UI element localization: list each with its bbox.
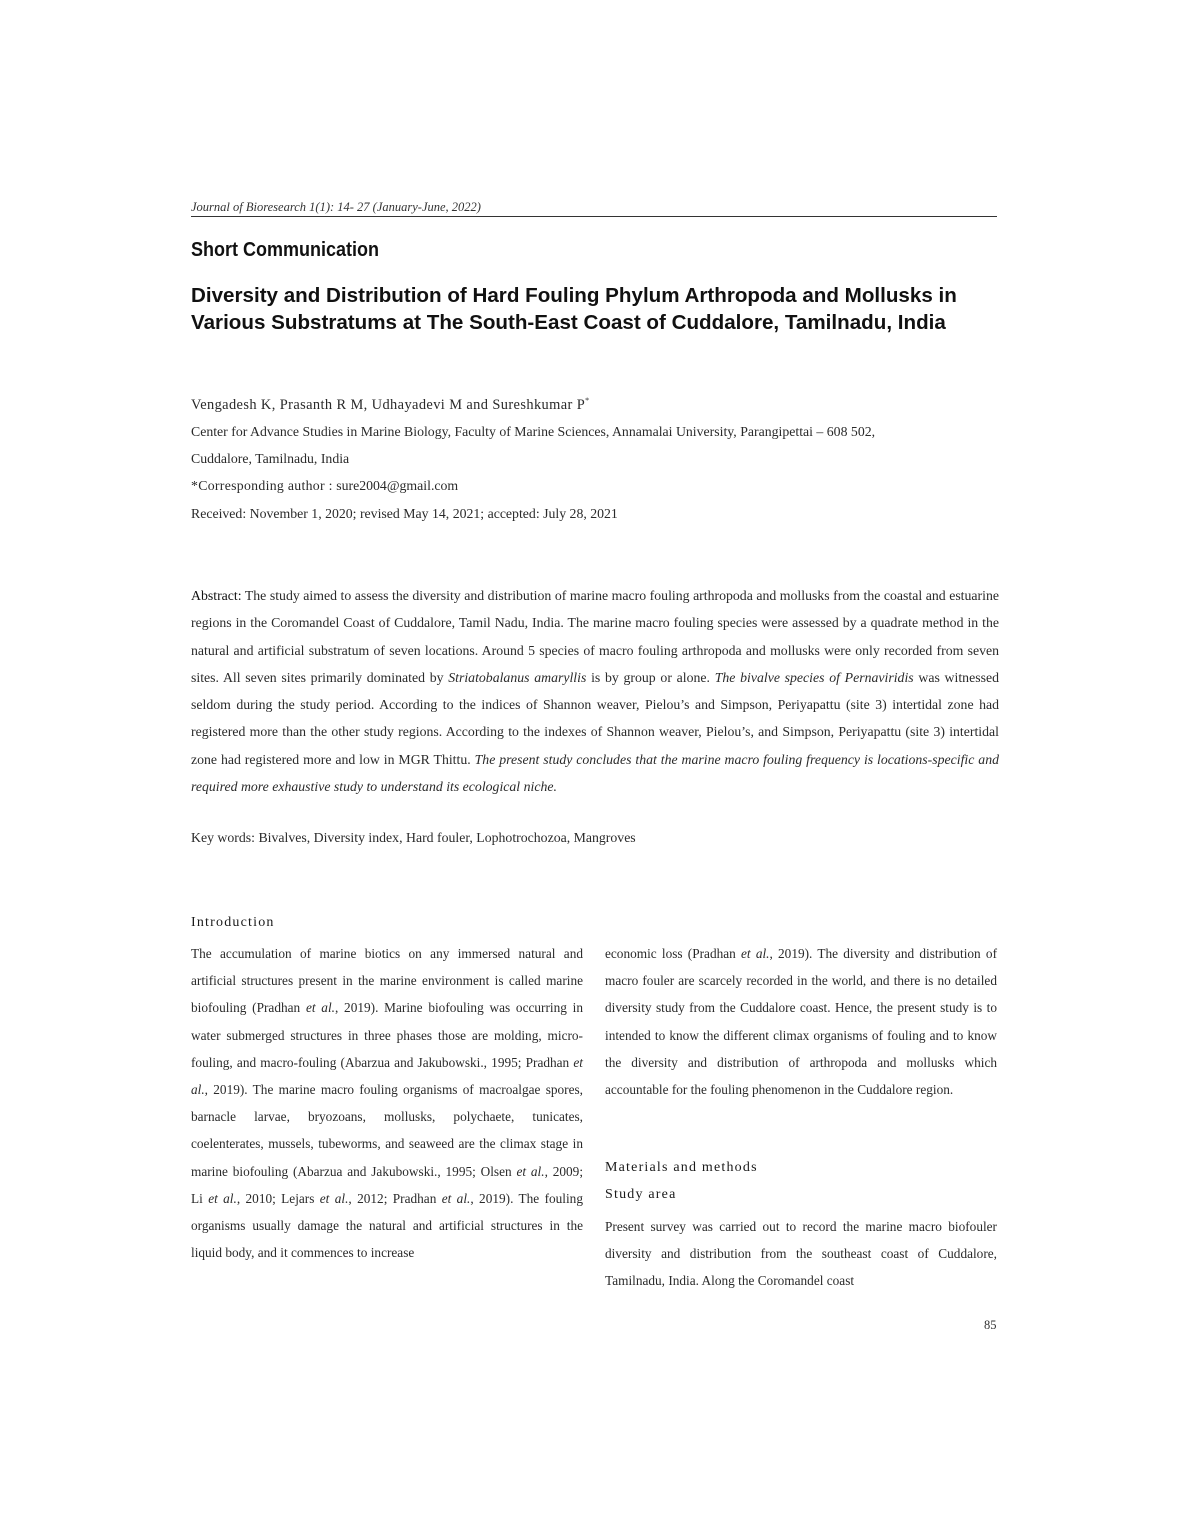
citation-etal: et al. [319, 1190, 349, 1206]
citation-etal: et al. [208, 1190, 237, 1206]
abstract-text: is by group or alone. [586, 669, 715, 685]
received-dates: Received: November 1, 2020; revised May 14, 2021; accepted: July 28, 2021 [191, 506, 618, 521]
study-area-text: Present survey was carried out to record the marine macro biofouler diversity and distribution from the southeast coast of Cuddalore, Tamilnadu, India. Along the Coromandel coast [605, 1219, 997, 1289]
keywords [191, 830, 636, 846]
body-text: , 2009; Li [191, 1163, 584, 1206]
keywords-text: Bivalves, Diversity index, Hard fouler, Lophotrochozoa, Mangroves [255, 830, 636, 845]
abstract-text: The study aimed to assess the diversity and distribution of marine macro fouling [241, 588, 694, 603]
section-type: Short Communication [191, 239, 380, 261]
body-text: , 2012; Pradhan [348, 1190, 442, 1206]
body-text: , 2019). The marine macro fouling organisms of macroalgae spores, barnacle larvae, bryozoans, mollusks, polychaete, tunicates, coelenterates, mussels, tubeworms, and seaweed are the climax stage in marine biofouling (Abarzua and Jakubowski., 1995; Olsen [191, 1082, 583, 1179]
citation-etal: et al. [741, 946, 770, 961]
page-number: 85 [984, 1318, 997, 1332]
introduction-right-column [605, 940, 997, 1103]
citation-etal: et al. [441, 1190, 471, 1206]
corresponding-label: *Corresponding author : [191, 478, 333, 493]
abstract-label: Abstract: [191, 588, 242, 603]
introduction-heading: Introduction [191, 915, 275, 930]
corresponding-email: sure2004@gmail.com [336, 478, 459, 493]
keywords-label: Key words: [191, 830, 255, 845]
abstract [191, 582, 999, 800]
author-names: Vengadesh K, Prasanth R M, Udhayadevi M and Sureshkumar P [191, 396, 586, 413]
header-rule [191, 216, 997, 217]
affiliation-line-1: Center for Advance Studies in Marine Biology, Faculty of Marine Sciences, Annamalai University, Parangipettai – 608 502, [191, 424, 876, 439]
corresponding-author [191, 478, 458, 494]
abstract-species: Striatobalanus amaryllis [448, 669, 587, 685]
journal-citation: Journal of Bioresearch 1(1): 14- 27 (January-June, 2022) [191, 200, 481, 214]
body-text: , 2010; Lejars [236, 1190, 320, 1206]
methods-heading: Materials and methods [605, 1160, 758, 1175]
abstract-text: was witnessed seldom during the study period. According to the indices of Shannon weaver, Pielou’s and Simpson, Periyapattu (site 3) intertidal zone had registered more than the other study regions. According to the indexes of Shannon weaver, Pielou’s, and Simpson, Periyapattu (site 3) intertidal zone had registered more and low in MGR Thittu. [191, 669, 999, 767]
body-text: economic loss (Pradhan [605, 946, 742, 961]
abstract-species: The bivalve species of Pernaviridis [714, 669, 914, 685]
body-text: , 2019). The diversity and distribution of macro fouler are scarcely recorded in the world, and there is no detailed diversity study from the Cuddalore coast. Hence, the present study is to intended to know the different climax organisms of fouling and to know the diversity and distribution of arthropoda and mollusks which accountable for the fouling phenomenon in the Cuddalore region. [605, 946, 997, 1098]
study-area-heading: Study area [605, 1187, 677, 1202]
body-text: , 2019). The fouling organisms usually damage the natural and artificial structures in the liquid body, and it commences to increase [191, 1190, 583, 1261]
body-text: The accumulation of marine biotics on any immersed natural and artificial structures present in the marine environment is called marine biofouling (Pradhan [191, 946, 583, 1016]
citation-etal: et al. [191, 1054, 583, 1098]
abstract-text: arthropoda and mollusks were only recorded from seven sites. [191, 642, 999, 685]
abstract-text: from the coastal and estuarine regions in the Coromandel Coast of Cuddalore, Tamil Nadu, India. The marine macro fouling species were assessed by a quadrate method in the natural and artificial substratum of seven locations. Around 5 species of macro fouling [191, 588, 999, 658]
body-text: , 2019). Marine biofouling was occurring in water submerged structures in three phases those are molding, micro-fouling, and macro-fouling (Abarzua and Jakubowski., 1995; Pradhan [191, 1000, 583, 1070]
authors [191, 396, 590, 414]
citation-etal: et al. [305, 1000, 335, 1016]
introduction-left-column [191, 940, 583, 1266]
citation-etal: et al. [516, 1163, 545, 1179]
abstract-conclusion: The present study concludes that the marine macro fouling frequency is locations-specific and required more exhaustive study to understand its ecological niche. [191, 751, 999, 795]
affiliation-line-2: Cuddalore, Tamilnadu, India [191, 451, 350, 466]
article-title: Diversity and Distribution of Hard Fouling Phylum Arthropoda and Mollusks in Various Substratums at The South-East Coast of Cuddalore, Tamilnadu, India [191, 284, 957, 334]
abstract-text: arthropoda and mollusks [693, 588, 830, 603]
corresponding-mark: * [585, 396, 590, 405]
abstract-text: All seven sites primarily dominated by [218, 669, 449, 685]
